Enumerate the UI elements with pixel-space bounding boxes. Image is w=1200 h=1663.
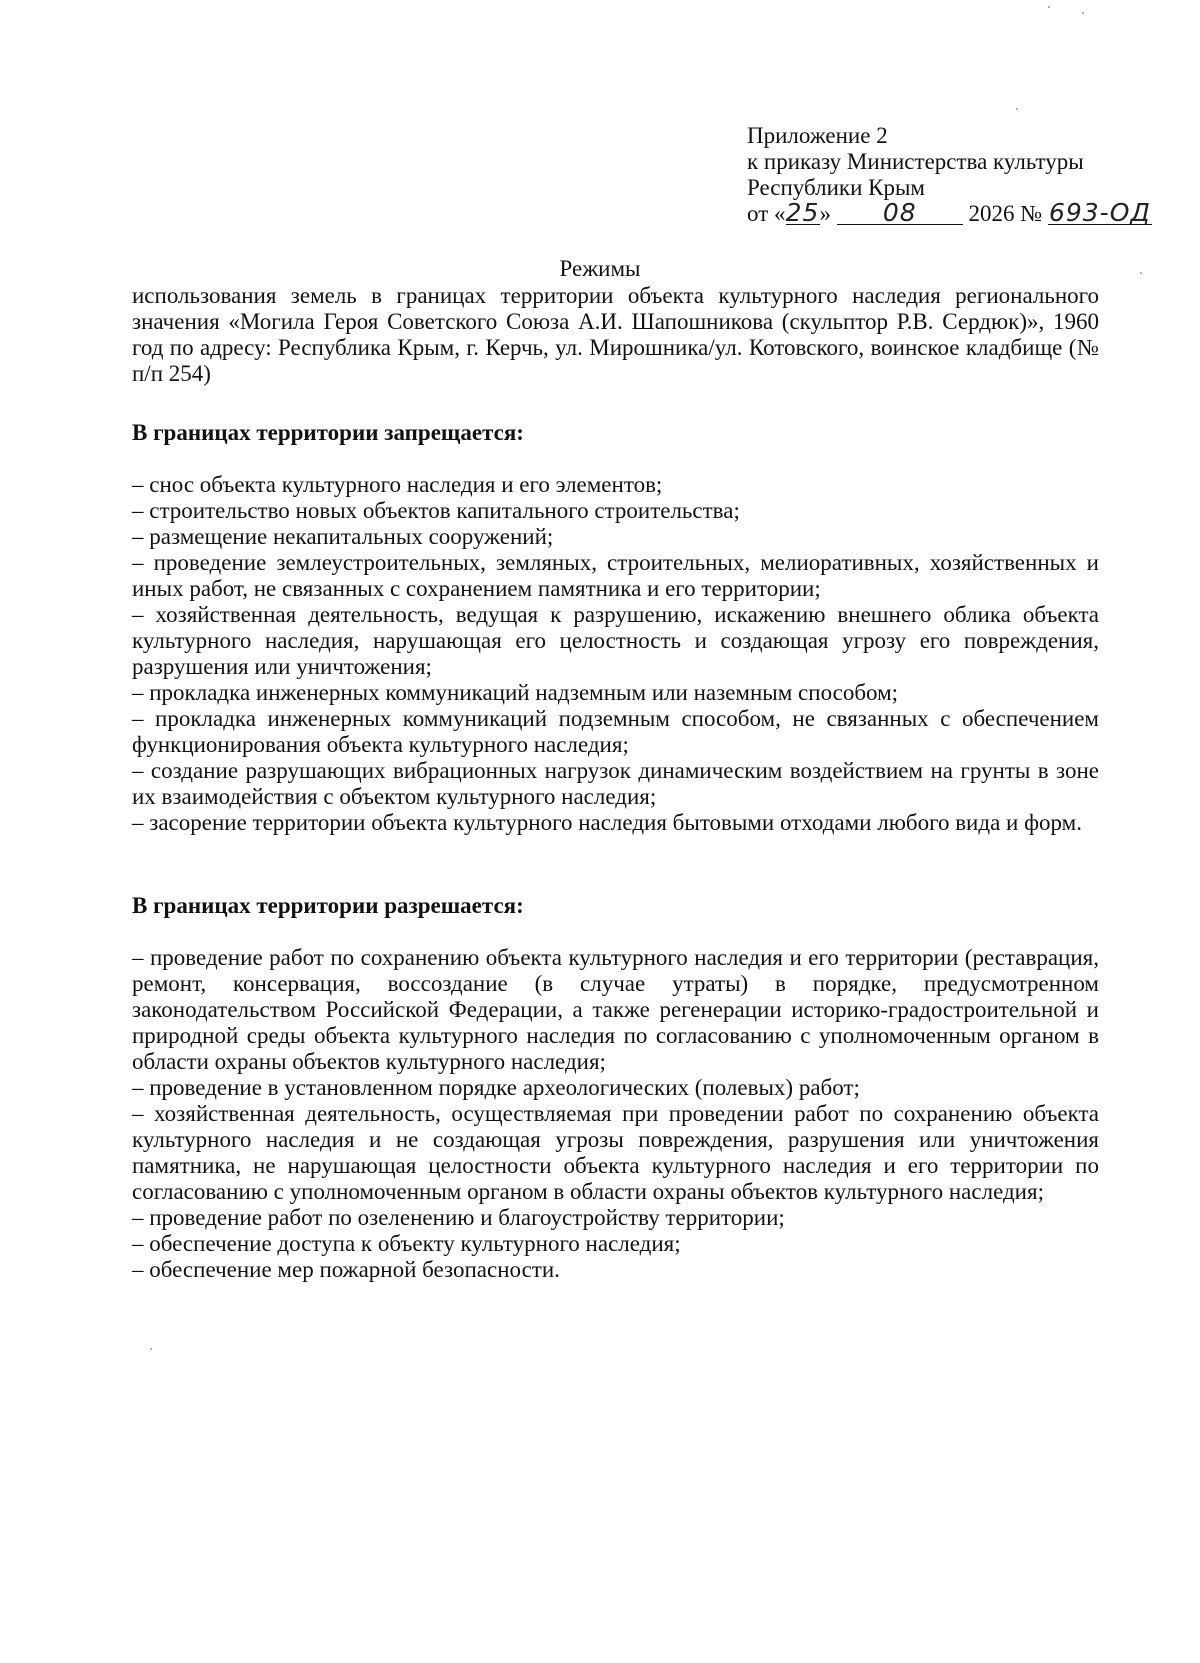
appendix-header xyxy=(747,123,1167,227)
allowed-section xyxy=(132,893,1099,919)
list-item: – обеспечение доступа к объекту культурного наследия; xyxy=(132,1231,681,1256)
list-item: – прокладка инженерных коммуникаций надземным или наземным способом; xyxy=(132,680,899,705)
list-item: – проведение землеустроительных, земляных, строительных, мелиоративных, хозяйственных и иных работ, не связанных с сохранением памятника и его территории; xyxy=(132,550,1099,601)
list-item: – размещение некапитальных сооружений; xyxy=(132,524,554,549)
list-item: – строительство новых объектов капитального строительства; xyxy=(132,498,740,523)
subtitle-text: использования земель в границах территории объекта культурного наследия регионального значения «Могила Героя Советского Союза А.И. Шапошникова (скульптор Р.В. Сердюк)», 1960 год по адресу: Республика Крым, г. Керчь, ул. Мирошника/ул. Котовского, воинское кладбище (№ п/п 254) xyxy=(132,283,1099,386)
list-item: – обеспечение мер пожарной безопасности. xyxy=(132,1257,560,1282)
appendix-line-2: к приказу Министерства культуры xyxy=(747,149,1084,174)
appendix-line-1: Приложение 2 xyxy=(747,123,888,148)
handwritten-day: 25 xyxy=(785,198,820,227)
scan-speck xyxy=(1016,108,1018,110)
handwritten-month: 08 xyxy=(837,202,963,225)
order-year: 2026 № xyxy=(968,201,1043,226)
list-item: – хозяйственная деятельность, осуществляемая при проведении работ по сохранению объекта культурного наследия и не создающая угрозы повреждения, разрушения или уничтожения памятника, не нарушающая целостности объекта культурного наследия и его территории по согласованию с уполномоченным органом в области охраны объектов культурного наследия; xyxy=(132,1101,1099,1204)
document-title: Режимы xyxy=(559,256,641,281)
prohibited-list xyxy=(132,472,1099,836)
prohibited-section xyxy=(132,420,1099,446)
list-item: – засорение территории объекта культурного наследия бытовыми отходами любого вида и форм. xyxy=(132,810,1082,835)
date-mid: » xyxy=(819,201,831,226)
allowed-list xyxy=(132,945,1099,1283)
scan-speck xyxy=(150,1348,152,1350)
allowed-heading: В границах территории разрешается: xyxy=(132,893,524,918)
date-prefix: от « xyxy=(747,201,786,226)
list-item: – проведение в установленном порядке археологических (полевых) работ; xyxy=(132,1075,860,1100)
order-date-line xyxy=(747,198,1167,227)
list-item: – создание разрушающих вибрационных нагрузок динамическим воздействием на грунты в зоне их взаимодействия с объектом культурного наследия; xyxy=(132,758,1099,809)
scan-speck xyxy=(1048,6,1050,8)
list-item: – хозяйственная деятельность, ведущая к разрушению, искажению внешнего облика объекта культурного наследия, нарушающая его целостность и создающая угрозу его повреждения, разрушения или уничтожения; xyxy=(132,602,1099,679)
document-subtitle xyxy=(132,283,1099,387)
list-item: – проведение работ по сохранению объекта культурного наследия и его территории (реставрация, ремонт, консервация, воссоздание (в случае утраты) в порядке, предусмотренном законодательством Российской Федерации, а также регенерации историко-градостроительной и природной среды объекта культурного наследия по согласованию с уполномоченным органом в области охраны объектов культурного наследия; xyxy=(132,945,1099,1074)
handwritten-order-number: 693-ОД xyxy=(1048,198,1151,227)
list-item: – снос объекта культурного наследия и его элементов; xyxy=(132,472,663,497)
scan-speck xyxy=(1082,12,1084,14)
list-item: – проведение работ по озеленению и благоустройству территории; xyxy=(132,1205,785,1230)
appendix-line-3: Республики Крым xyxy=(747,175,925,200)
prohibited-heading: В границах территории запрещается: xyxy=(132,420,524,445)
scan-speck xyxy=(1140,272,1142,274)
list-item: – прокладка инженерных коммуникаций подземным способом, не связанных с обеспечением функционирования объекта культурного наследия; xyxy=(132,706,1099,757)
